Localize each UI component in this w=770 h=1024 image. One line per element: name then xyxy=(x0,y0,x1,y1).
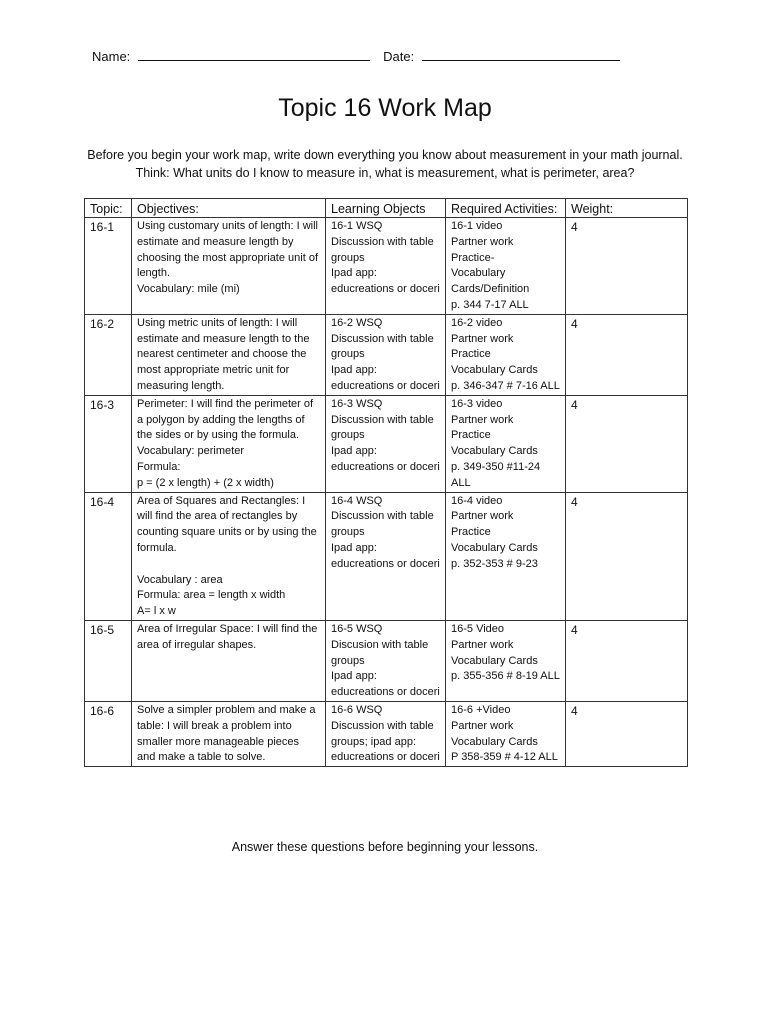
header-weight: Weight: xyxy=(566,199,688,218)
table-row xyxy=(85,218,688,315)
learning-objects-cell: 16-4 WSQ Discussion with table groups Ipad app: educreations or doceri xyxy=(326,492,446,620)
name-blank xyxy=(138,47,370,61)
objectives-cell: Area of Irregular Space: I will find the area of irregular shapes. xyxy=(132,620,326,701)
work-map-table xyxy=(84,198,688,767)
weight-cell: 4 xyxy=(566,395,688,492)
weight-cell: 4 xyxy=(566,218,688,315)
topic-cell: 16-2 xyxy=(85,314,132,395)
required-activities-cell: 16-6 +Video Partner work Vocabulary Cards P 358-359 # 4-12 ALL xyxy=(446,701,566,766)
objectives-cell: Using metric units of length: I will estimate and measure length to the nearest centimeter and choose the most appropriate metric unit for measuring length. xyxy=(132,314,326,395)
required-activities-cell: 16-2 video Partner work Practice Vocabulary Cards p. 346-347 # 7-16 ALL xyxy=(446,314,566,395)
page-title: Topic 16 Work Map xyxy=(278,94,492,122)
date-blank xyxy=(422,47,620,61)
table-row xyxy=(85,492,688,620)
weight-cell: 4 xyxy=(566,492,688,620)
objectives-cell: Solve a simpler problem and make a table: I will break a problem into smaller more manageable pieces and make a table to solve. xyxy=(132,701,326,766)
header-topic: Topic: xyxy=(85,199,132,218)
topic-cell: 16-3 xyxy=(85,395,132,492)
topic-cell: 16-1 xyxy=(85,218,132,315)
weight-cell: 4 xyxy=(566,314,688,395)
table-row xyxy=(85,314,688,395)
table-header-row xyxy=(85,199,688,218)
date-label: Date: xyxy=(383,49,415,64)
weight-cell: 4 xyxy=(566,620,688,701)
learning-objects-cell: 16-2 WSQ Discussion with table groups Ipad app: educreations or doceri xyxy=(326,314,446,395)
weight-cell: 4 xyxy=(566,701,688,766)
required-activities-cell: 16-4 video Partner work Practice Vocabulary Cards p. 352-353 # 9-23 xyxy=(446,492,566,620)
topic-cell: 16-5 xyxy=(85,620,132,701)
learning-objects-cell: 16-5 WSQ Discusion with table groups Ipad app: educreations or doceri xyxy=(326,620,446,701)
header-learning-objects: Learning Objects xyxy=(326,199,446,218)
learning-objects-cell: 16-6 WSQ Discussion with table groups; ipad app: educreations or doceri xyxy=(326,701,446,766)
learning-objects-cell: 16-1 WSQ Discussion with table groups Ipad app: educreations or doceri xyxy=(326,218,446,315)
table-row xyxy=(85,395,688,492)
required-activities-cell: 16-3 video Partner work Practice Vocabulary Cards p. 349-350 #11-24 ALL xyxy=(446,395,566,492)
topic-cell: 16-4 xyxy=(85,492,132,620)
table-row xyxy=(85,701,688,766)
objectives-cell: Perimeter: I will find the perimeter of a polygon by adding the lengths of the sides or by using the formula. Vocabulary: perimeter Formula: p = (2 x length) + (2 x width) xyxy=(132,395,326,492)
intro-paragraph: Before you begin your work map, write down everything you know about measurement in your math journal. Think: What units do I know to measure in, what is measurement, what is perimeter, area? xyxy=(87,148,683,180)
table-row xyxy=(85,620,688,701)
topic-cell: 16-6 xyxy=(85,701,132,766)
objectives-cell: Area of Squares and Rectangles: I will find the area of rectangles by counting square units or by using the formula. Vocabulary : area Formula: area = length x width A= l x w xyxy=(132,492,326,620)
objectives-cell: Using customary units of length: I will estimate and measure length by choosing the most appropriate unit of length. Vocabulary: mile (mi) xyxy=(132,218,326,315)
learning-objects-cell: 16-3 WSQ Discussion with table groups Ipad app: educreations or doceri xyxy=(326,395,446,492)
name-label: Name: xyxy=(92,49,131,64)
header-required-activities: Required Activities: xyxy=(446,199,566,218)
required-activities-cell: 16-1 video Partner work Practice- Vocabulary Cards/Definition p. 344 7-17 ALL xyxy=(446,218,566,315)
required-activities-cell: 16-5 Video Partner work Vocabulary Cards p. 355-356 # 8-19 ALL xyxy=(446,620,566,701)
name-date-line xyxy=(92,47,620,64)
footer-instruction: Answer these questions before beginning your lessons. xyxy=(231,840,539,854)
header-objectives: Objectives: xyxy=(132,199,326,218)
